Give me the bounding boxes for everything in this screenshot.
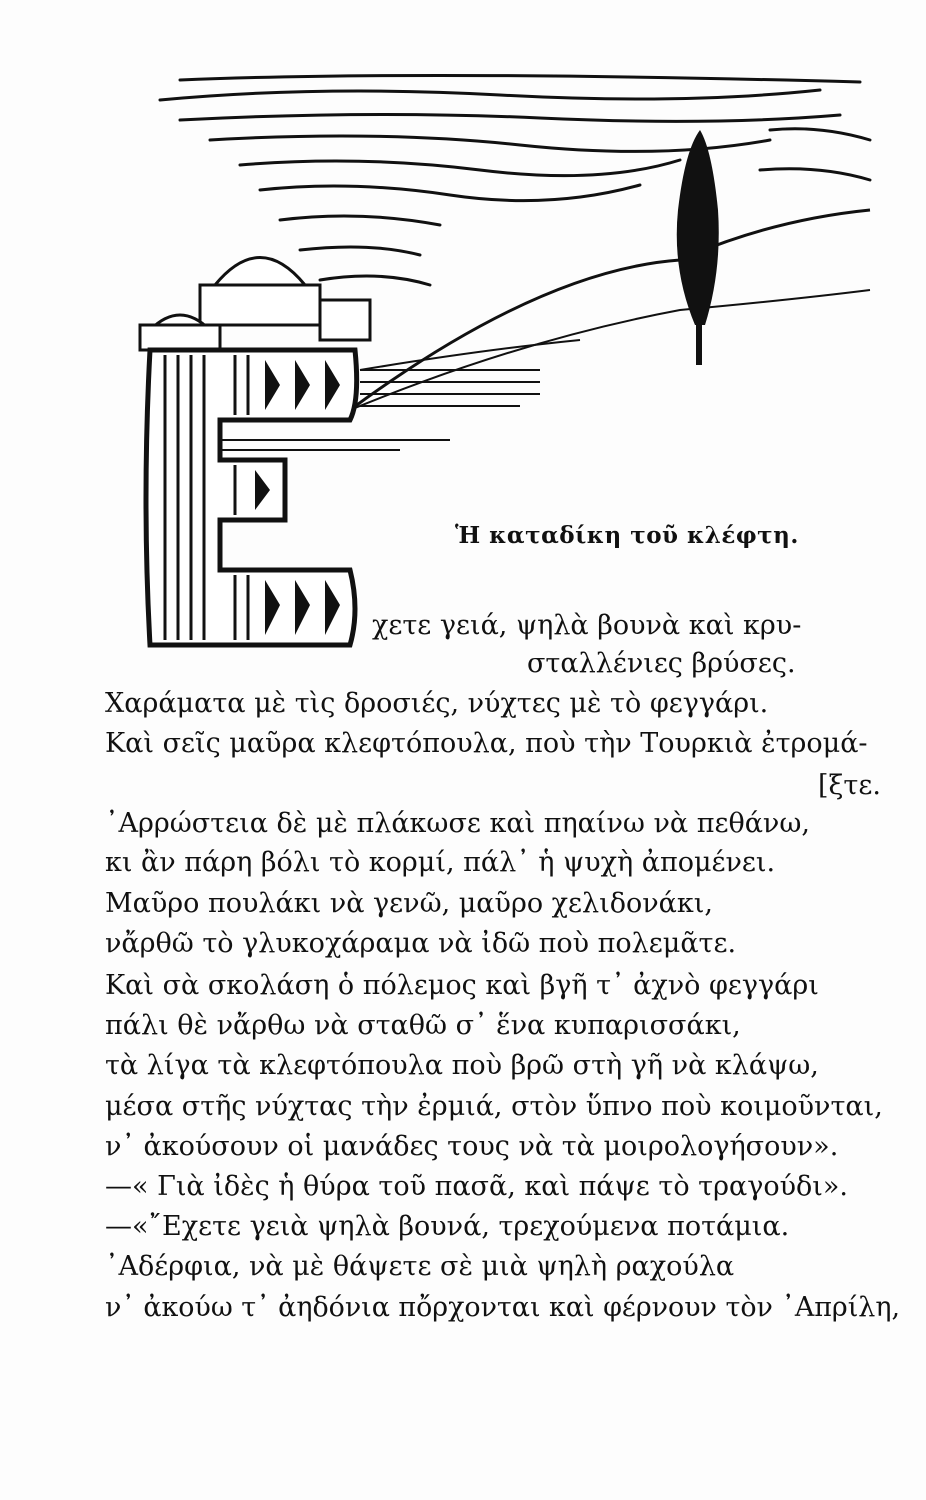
poem-line: ν᾽ ἀκούσουν οἱ μανάδες τους νὰ τὰ μοιρολογήσουν». [105,1131,839,1162]
poem-line: χετε γειά, ψηλὰ βουνὰ καὶ κρυ- [372,610,802,641]
poem-line: ν᾽ ἀκούω τ᾽ ἀηδόνια πὄρχονται καὶ φέρνουν τὸν ᾽Απρίλη, [105,1292,900,1323]
poem-line: Μαῦρο πουλάκι νὰ γενῶ, μαῦρο χελιδονάκι, [105,888,713,919]
poem-line: Καὶ σὰ σκολάση ὁ πόλεμος καὶ βγῆ τ᾽ ἀχνὸ φεγγάρι [105,970,819,1001]
poem-title: Ἡ καταδίκη τοῦ κλέφτη. [455,522,799,549]
poem-line: σταλλένιες βρύσες. [527,648,796,679]
poem-line: ᾽Αρρώστεια δὲ μὲ πλάκωσε καὶ πηαίνω νὰ πεθάνω, [105,808,810,839]
poem-line: νἄρθῶ τὸ γλυκοχάραμα νὰ ἰδῶ ποὺ πολεμᾶτε. [105,928,737,959]
poem-line: Χαράματα μὲ τὶς δροσιές, νύχτες μὲ τὸ φεγγάρι. [105,688,769,719]
poem-line: —« Γιὰ ἰδὲς ἡ θύρα τοῦ πασᾶ, καὶ πάψε τὸ τραγούδι». [105,1171,848,1202]
poem-line: πάλι θὲ νἄρθω νὰ σταθῶ σ᾽ ἕνα κυπαρισσάκι, [105,1010,741,1041]
initial-letter-e-icon [146,350,357,645]
poem-line: τὰ λίγα τὰ κλεφτόπουλα ποὺ βρῶ στὴ γῆ νὰ κλάψω, [105,1050,819,1081]
poem-line: ᾽Αδέρφια, νὰ μὲ θάψετε σὲ μιὰ ψηλὴ ραχούλα [105,1251,735,1282]
poem-line: κι ἂν πάρη βόλι τὸ κορμί, πάλ᾽ ἡ ψυχὴ ἀπομένει. [105,847,776,878]
poem-line: μέσα στῆς νύχτας τὴν ἐρμιά, στὸν ὕπνο ποὺ κοιμοῦνται, [105,1091,883,1122]
poem-line: [ξτε. [818,770,881,801]
poem-line: —«῎Εχετε γειὰ ψηλὰ βουνά, τρεχούμενα ποτάμια. [105,1211,790,1242]
poem-line: Καὶ σεῖς μαῦρα κλεφτόπουλα, ποὺ τὴν Τουρκιὰ ἐτρομά- [105,728,868,759]
landscape-illustration [120,70,885,670]
